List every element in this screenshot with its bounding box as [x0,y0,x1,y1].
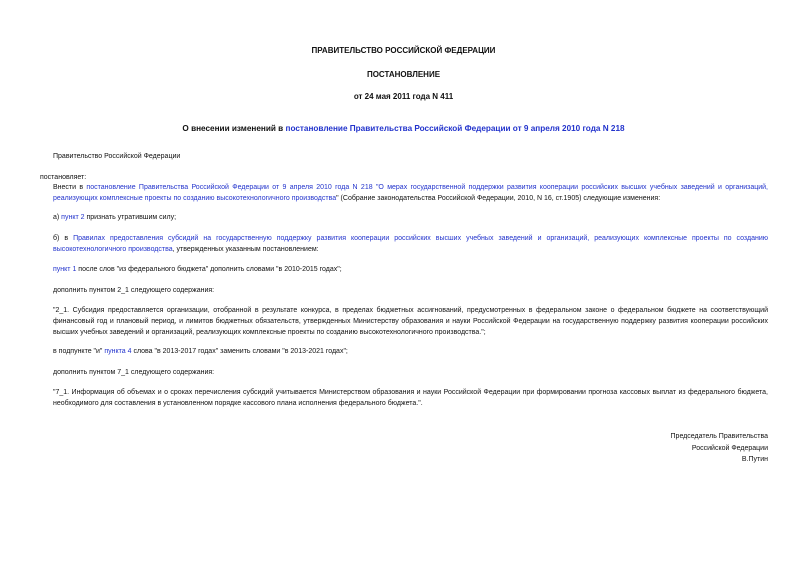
paragraph-d: дополнить пунктом 2_1 следующего содержания: [53,287,215,294]
title-link[interactable]: постановление Правительства Российской Федерации от 9 апреля 2010 года N 218 [285,124,625,133]
pa-post: признать утратившим силу; [84,214,177,221]
signature-line-1: Председатель Правительства [670,433,768,440]
government-heading: ПРАВИТЕЛЬСТВО РОССИЙСКОЙ ФЕДЕРАЦИИ [311,46,496,55]
pb-post: , утвержденных указанным постановлением: [172,245,319,253]
paragraph-amend [53,183,768,205]
pa-link[interactable]: пункт 2 [61,214,85,221]
paragraph-h: "7_1. Информация об объемах и о сроках перечисления субсидий учитывается Министерством образования и науки Российской Федерации при формировании прогноза кассовых выплат из федерального бюджета, необходимого для составления в установленном порядке кассового плана исполнения федерального бюджета.". [53,389,768,407]
amend-mid: "О мерах государственной поддержки развития кооперации российских высших учебных заведений и организаций, [372,184,769,191]
amend-pre: Внести в [53,184,87,191]
pf-pre: в подпункте "и" [53,348,105,355]
paragraph-a [53,213,768,224]
pc-post: после слов "из федерального бюджета" дополнить словами "в 2010-2015 годах"; [76,266,342,273]
pa-pre: а) [53,214,62,221]
amend-link[interactable]: постановление Правительства Российской Федерации от 9 апреля 2010 года N 218 [86,184,373,191]
pc-link[interactable]: пункт 1 [53,266,77,273]
date-number-heading: от 24 мая 2011 года N 411 [353,92,454,101]
paragraph-b [53,234,768,256]
paragraph-decrees: постановляет: [40,174,87,181]
pb-link[interactable]: Правилах предоставления субсидий на государственную поддержку развития кооперации российских высших учебных заведений и организаций, реализующих комплексные проекты по созданию высокотехнологичного производства [53,235,768,253]
paragraph-c [53,265,768,276]
signature-block [671,431,768,466]
amend-post: " (Собрание законодательства Российской Федерации, 2010, N 16, ст.1905) следующие изменения: [336,194,661,202]
pf-post: слова "в 2013-2017 годах" заменить словами "в 2013-2021 годах"; [131,348,348,355]
paragraph-e: "2_1. Субсидия предоставляется организации, отобранной в результате конкурса, в пределах бюджетных ассигнований, предусмотренных в федеральном законе о федеральном бюджете на соответствующий финансовый год и плановый период, и лимитов бюджетных обязательств, утвержденных Министерству образования и науки Российской Федерации на государственную поддержку развития кооперации российских высших учебных заведений и организаций, реализующих комплексные проекты по созданию высокотехнологичного производства."; [53,307,768,336]
paragraph-g: дополнить пунктом 7_1 следующего содержания: [53,369,215,376]
signature-line-2: Российской Федерации [691,444,768,452]
paragraph-government: Правительство Российской Федерации [53,153,181,160]
amend-link-2[interactable]: реализующих комплексные проекты по созданию высокотехнологичного производства [53,194,337,202]
pf-link[interactable]: пункта 4 [104,348,132,355]
paragraph-f [53,347,768,358]
pb-pre: б) в [53,235,74,242]
signature-line-3: В.Путин [741,456,768,464]
title-prefix: О внесении изменений в [182,124,286,133]
document-title [0,123,807,136]
doc-type-heading: ПОСТАНОВЛЕНИЕ [366,70,441,79]
